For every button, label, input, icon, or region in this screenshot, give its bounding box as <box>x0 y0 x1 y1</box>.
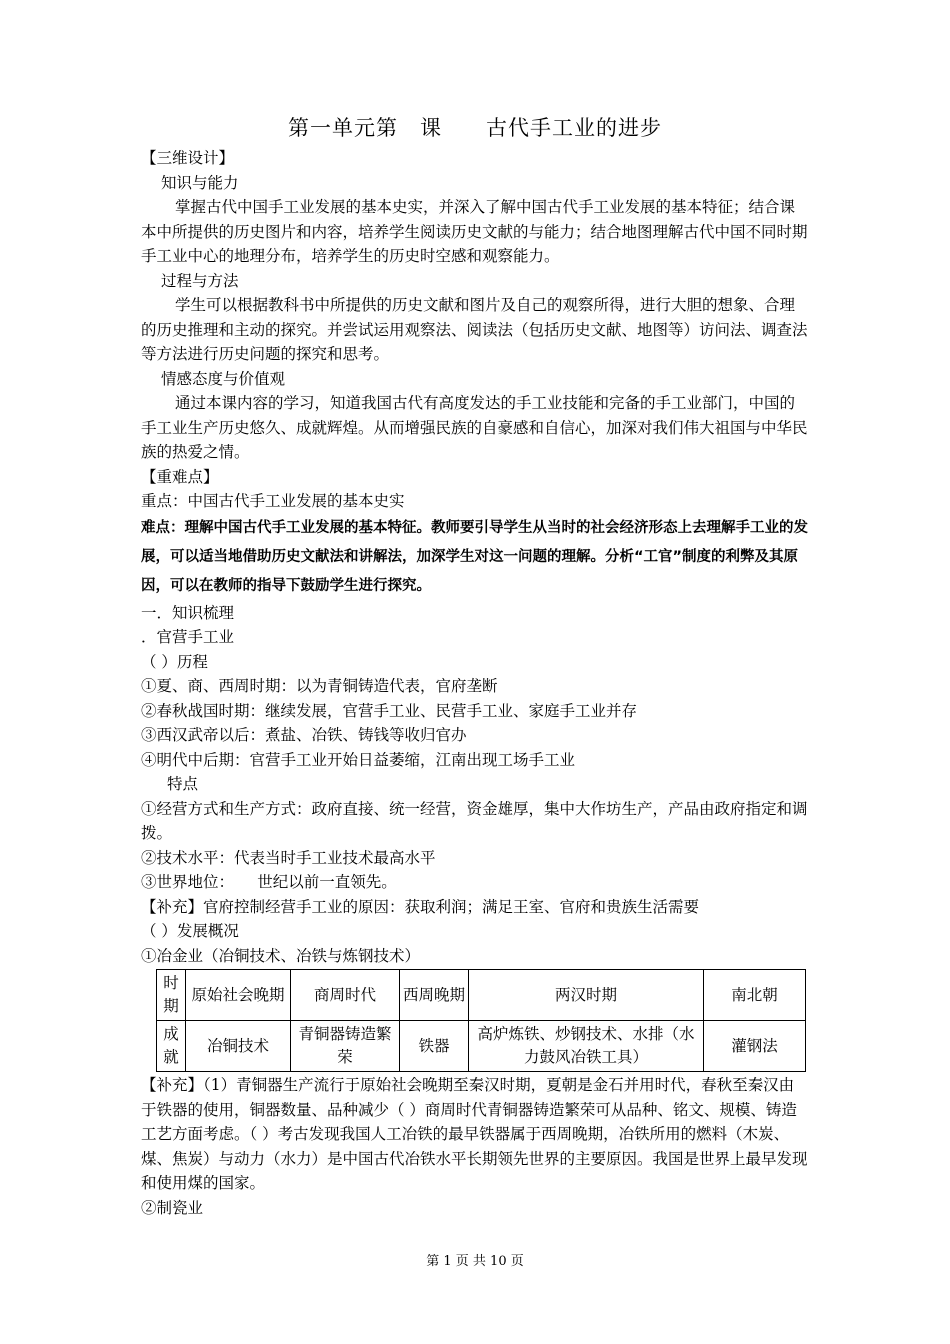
supplement-text: 官府控制经营手工业的原因：获取利润；满足王室、官府和贵族生活需要 <box>203 897 700 916</box>
development-heading: （ ）发展概况 <box>141 922 239 940</box>
porcelain-heading: ②制瓷业 <box>141 1198 204 1217</box>
supplement-label: 【补充】 <box>141 897 204 916</box>
table-cell: 铁器 <box>400 1021 469 1072</box>
table-cell: 商周时代 <box>291 970 400 1021</box>
supplement-text: （1）青铜器生产流行于原始社会晚期至秦汉时期，夏朝是金石并用时代，春秋至秦汉由于铁器的使用，铜器数量、品种减少（ ）商周时代青铜器铸造繁荣可从品种、铭文、规模、铸造工艺方面考虑。（ ）考古发现我国人工冶铁的最早铁器属于西周晚期，冶铁所用的燃料（木炭、煤、焦炭）与动力（水力）是中国古代冶铁水平长期领先世界的主要原因。我国是世界上最早发现和使用煤的国家。 <box>141 1076 808 1192</box>
attitude-text: 通过本课内容的学习，知道我国古代有高度发达的手工业技能和完备的手工业部门，中国的手工业生产历史悠久、成就辉煌。从而增强民族的自豪感和自信心，加深对我们伟大祖国与中华民族的热爱之情。 <box>141 394 808 461</box>
knowledge-text: 掌握古代中国手工业发展的基本史实，并深入了解中国古代手工业发展的基本特征；结合课本中所提供的历史图片和内容，培养学生阅读历史文献的与能力；结合地图理解古代中国不同时期手工业中心的地理分布，培养学生的历史时空感和观察能力。 <box>141 198 808 265</box>
features-heading: 特点 <box>167 775 199 793</box>
metallurgy-table <box>156 969 806 1072</box>
table-cell: 冶铜技术 <box>186 1021 291 1072</box>
table-row <box>157 1021 806 1072</box>
supplement-label: 【补充】 <box>141 1076 204 1094</box>
table-cell: 青铜器铸造繁荣 <box>291 1021 400 1072</box>
table-cell: 南北朝 <box>704 970 806 1021</box>
official-heading: ．官营手工业 <box>141 628 235 646</box>
table-row-label: 时期 <box>157 970 186 1021</box>
difficult-point: 难点：理解中国古代手工业发展的基本特征。教师要引导学生从当时的社会经济形态上去理解手工业的发展，可以适当地借助历史文献法和讲解法，加深学生对这一问题的理解。分析“工官”制度的利弊及其原因，可以在教师的指导下鼓励学生进行探究。 <box>141 519 808 594</box>
table-row-label: 成就 <box>157 1021 186 1072</box>
knowledge-heading: 知识与能力 <box>161 173 239 192</box>
key-header: 【重难点】 <box>141 467 219 486</box>
history-item: ③西汉武帝以后：煮盐、冶铁、铸钱等收归官办 <box>141 726 467 744</box>
feature-item: ③世界地位： 世纪以前一直领先。 <box>141 873 397 891</box>
metallurgy-heading: ①冶金业（冶铜技术、冶铁与炼钢技术） <box>141 946 421 965</box>
history-item: ④明代中后期：官营手工业开始日益萎缩，江南出现工场手工业 <box>141 750 576 769</box>
history-heading: （ ）历程 <box>141 652 208 671</box>
document-body <box>141 146 809 1220</box>
feature-item: ②技术水平：代表当时手工业技术最高水平 <box>141 848 436 867</box>
history-item: ①夏、商、西周时期：以为青铜铸造代表，官府垄断 <box>141 677 498 695</box>
table-cell: 原始社会晚期 <box>186 970 291 1021</box>
history-item: ②春秋战国时期：继续发展，官营手工业、民营手工业、家庭手工业并存 <box>141 701 638 720</box>
supplement-2 <box>141 1073 809 1196</box>
table-cell: 灌钢法 <box>704 1021 806 1072</box>
process-text: 学生可以根据教科书中所提供的历史文献和图片及自己的观察所得，进行大胆的想象、合理的历史推理和主动的探究。并尝试运用观察法、阅读法（包括历史文献、地图等）访问法、调查法等方法进行历史问题的探究和思考。 <box>141 296 808 363</box>
page-footer: 第 1 页 共 10 页 <box>426 1254 524 1269</box>
design-header: 【三维设计】 <box>141 149 235 167</box>
key-point: 重点：中国古代手工业发展的基本史实 <box>141 492 405 510</box>
table-cell: 高炉炼铁、炒钢技术、水排（水力鼓风冶铁工具） <box>469 1021 704 1072</box>
table-cell: 两汉时期 <box>469 970 704 1021</box>
outline-heading: 一．知识梳理 <box>141 603 235 622</box>
table-cell: 西周晚期 <box>400 970 469 1021</box>
page-title: 第一单元第 课 古代手工业的进步 <box>288 116 662 140</box>
supplement-1 <box>141 895 809 920</box>
table-row <box>157 970 806 1021</box>
attitude-heading: 情感态度与价值观 <box>161 369 286 388</box>
process-heading: 过程与方法 <box>161 271 239 290</box>
feature-item: ①经营方式和生产方式：政府直接、统一经营，资金雄厚，集中大作坊生产，产品由政府指定和调拨。 <box>141 799 808 842</box>
